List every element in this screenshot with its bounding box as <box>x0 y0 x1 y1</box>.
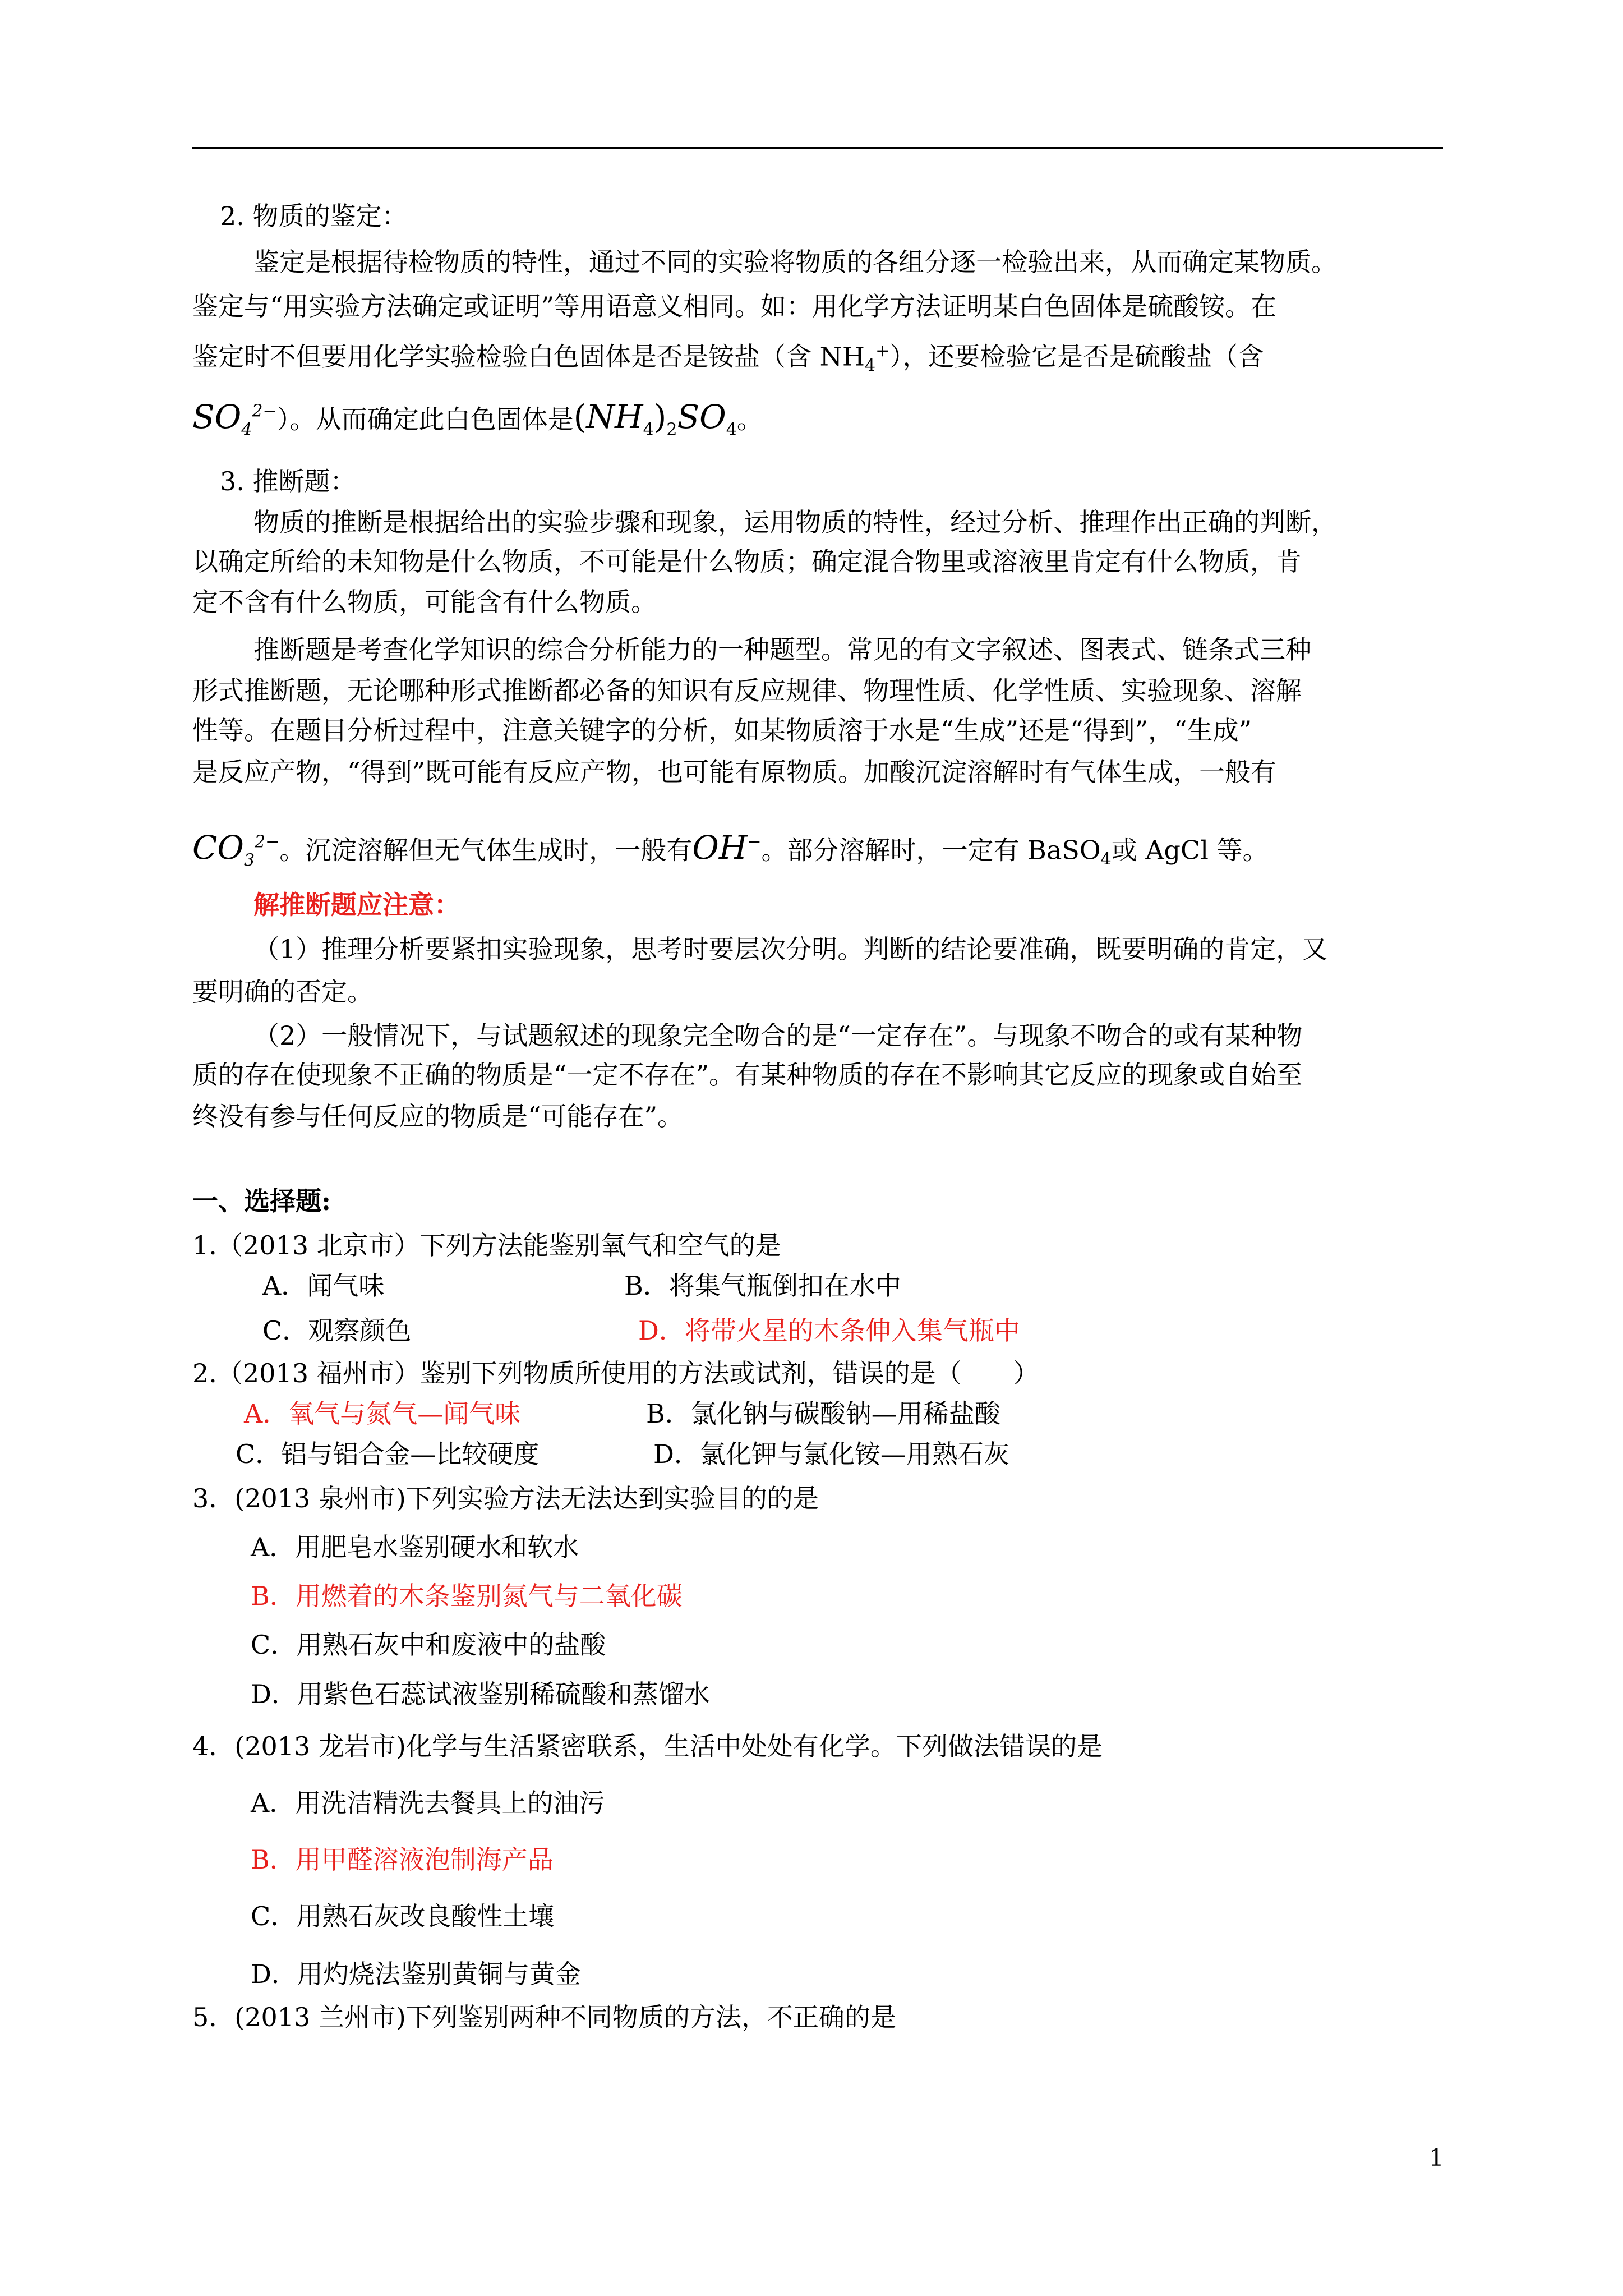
q1-option-b: B．将集气瓶倒扣在水中 <box>624 1271 901 1301</box>
section-one-title: 一、选择题: <box>192 1186 331 1216</box>
q1-option-a: A．闻气味 <box>262 1271 385 1301</box>
note-title: 解推断题应注意： <box>253 890 460 920</box>
para-line: 鉴定与“用实验方法确定或证明”等用语意义相同。如：用化学方法证明某白色固体是硫酸铵。在 <box>192 291 1277 321</box>
q2-option-b: B．氯化钠与碳酸钠—用稀盐酸 <box>646 1398 1000 1429</box>
q2-option-c: C．铝与铝合金—比较硬度 <box>236 1439 540 1469</box>
ammonium-sulfate-formula: $(NH_4)_2SO_4$ <box>573 398 737 440</box>
question-5-stem: 5．(2013 兰州市)下列鉴别两种不同物质的方法，不正确的是 <box>192 2002 896 2032</box>
q2-option-a-answer: A．氧气与氮气—闻气味 <box>244 1398 521 1429</box>
para-line: 是反应产物，“得到”既可能有反应产物，也可能有原物质。加酸沉淀溶解时有气体生成，一般有 <box>192 757 1277 787</box>
para-line: 定不含有什么物质，可能含有什么物质。 <box>192 587 657 617</box>
para-line-formula: $SO_4^{2-}$）。从而确定此白色固体是$(NH_4)_2SO_4$。 <box>192 398 763 440</box>
section-2-title: 2. 物质的鉴定： <box>220 201 408 231</box>
so4-ion: $SO_4^{2-}$ <box>192 398 277 440</box>
co3-ion: $CO_3^{2-}$ <box>192 829 280 871</box>
note-line: （1）推理分析要紧扣实验现象，思考时要层次分明。判断的结论要准确，既要明确的肯定，又 <box>253 934 1328 964</box>
header-rule <box>192 147 1443 149</box>
q4-option-a: A．用洗洁精洗去餐具上的油污 <box>251 1788 605 1818</box>
para-line: 形式推断题，无论哪种形式推断都必备的知识有反应规律、物理性质、化学性质、实验现象、溶解 <box>192 675 1302 706</box>
para-line: 鉴定是根据待检物质的特性，通过不同的实验将物质的各组分逐一检验出来，从而确定某物质。 <box>253 247 1337 277</box>
note-line: （2）一般情况下，与试题叙述的现象完全吻合的是“一定存在”。与现象不吻合的或有某种物 <box>253 1020 1303 1051</box>
q3-option-b-answer: B．用燃着的木条鉴别氮气与二氧化碳 <box>251 1581 683 1611</box>
q4-option-b-answer: B．用甲醛溶液泡制海产品 <box>251 1844 554 1875</box>
q4-option-d: D．用灼烧法鉴别黄铜与黄金 <box>251 1959 581 1989</box>
question-3-stem: 3．(2013 泉州市)下列实验方法无法达到实验目的的是 <box>192 1483 819 1513</box>
page-number: 1 <box>1429 2144 1444 2171</box>
q3-option-d: D．用紫色石蕊试液鉴别稀硫酸和蒸馏水 <box>251 1679 710 1709</box>
q1-option-c: C．观察颜色 <box>262 1315 412 1346</box>
para-line: 以确定所给的未知物是什么物质，不可能是什么物质；确定混合物里或溶液里肯定有什么物质，肯 <box>192 546 1302 577</box>
q4-option-c: C．用熟石灰改良酸性土壤 <box>251 1901 555 1931</box>
para-line: 物质的推断是根据给出的实验步骤和现象，运用物质的特性，经过分析、推理作出正确的判断， <box>253 507 1337 537</box>
para-line: 性等。在题目分析过程中，注意关键字的分析，如某物质溶于水是“生成”还是“得到”，“生成” <box>192 715 1252 746</box>
section-3-title: 3. 推断题： <box>220 466 356 496</box>
note-line: 要明确的否定。 <box>192 977 373 1007</box>
q1-option-d-answer: D．将带火星的木条伸入集气瓶中 <box>638 1315 1020 1346</box>
para-line: 推断题是考查化学知识的综合分析能力的一种题型。常见的有文字叙述、图表式、链条式三种 <box>253 634 1311 665</box>
q3-option-c: C．用熟石灰中和废液中的盐酸 <box>251 1630 606 1660</box>
note-line: 终没有参与任何反应的物质是“可能存在”。 <box>192 1101 684 1131</box>
q2-option-d: D．氯化钾与氯化铵—用熟石灰 <box>653 1439 1009 1469</box>
para-line: 鉴定时不但要用化学实验检验白色固体是否是铵盐（含 $NH_4^+$），还要检验它是否是硫酸盐（含 <box>192 341 1264 376</box>
question-2-stem: 2.（2013 福州市）鉴别下列物质所使用的方法或试剂，错误的是（ ） <box>192 1358 1039 1388</box>
q3-option-a: A．用肥皂水鉴别硬水和软水 <box>251 1532 579 1562</box>
question-4-stem: 4．(2013 龙岩市)化学与生活紧密联系，生活中处处有化学。下列做法错误的是 <box>192 1731 1103 1761</box>
question-1-stem: 1.（2013 北京市）下列方法能鉴别氧气和空气的是 <box>192 1230 781 1260</box>
note-line: 质的存在使现象不正确的物质是“一定不存在”。有某种物质的存在不影响其它反应的现象或自始至 <box>192 1060 1303 1090</box>
para-line-formula: $CO_3^{2-}$。沉淀溶解但无气体生成时，一般有OH−。部分溶解时，一定有 BaSO$_4$或 AgCl 等。 <box>192 829 1269 871</box>
oh-ion: OH− <box>692 829 762 867</box>
